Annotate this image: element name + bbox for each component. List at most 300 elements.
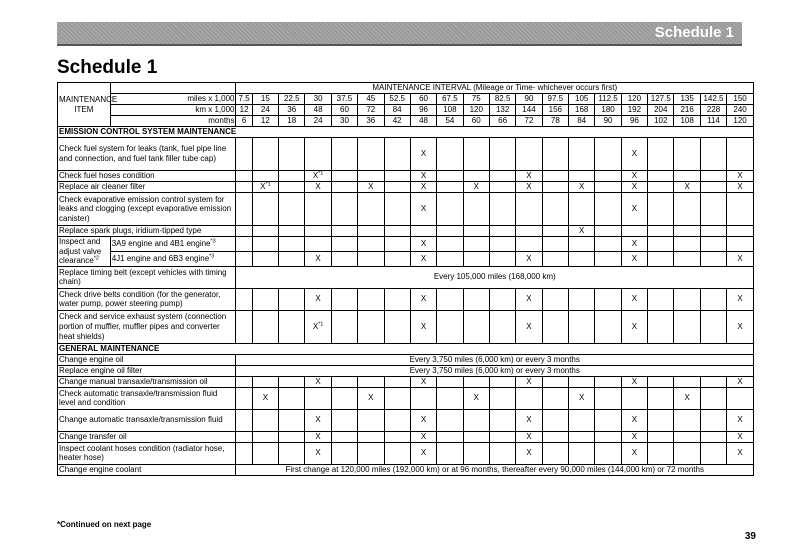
interval-cell (358, 431, 384, 442)
miles-unit-label: miles x 1,000 (110, 94, 236, 105)
interval-cell (674, 409, 700, 431)
service-mark: X (526, 431, 532, 441)
interval-cell (516, 431, 542, 442)
months-unit-label: months (110, 116, 236, 127)
interval-cell (279, 288, 305, 310)
months-value: 42 (384, 116, 410, 127)
interval-cell (279, 237, 305, 252)
interval-cell (384, 409, 410, 431)
interval-cell (252, 226, 278, 237)
interval-cell (236, 376, 252, 387)
interval-cell (700, 387, 726, 409)
interval-cell (516, 182, 542, 193)
interval-cell (437, 442, 463, 464)
maintenance-item-label: Change engine oil (58, 354, 236, 365)
interval-cell (410, 310, 436, 343)
interval-cell (648, 442, 674, 464)
header-row-months (58, 116, 754, 127)
interval-cell (252, 138, 278, 171)
maintenance-item-label: Check automatic transaxle/transmission fluid level and condition (58, 387, 236, 409)
km-value: 48 (305, 105, 331, 116)
interval-cell (252, 251, 278, 266)
interval-cell (331, 387, 357, 409)
interval-cell (463, 251, 489, 266)
service-mark: X (737, 448, 743, 458)
service-mark: X (262, 393, 269, 403)
months-value: 114 (700, 116, 726, 127)
interval-cell (674, 237, 700, 252)
service-mark: X (737, 321, 743, 331)
months-value: 54 (437, 116, 463, 127)
miles-value: 150 (727, 94, 754, 105)
interval-cell (305, 171, 331, 182)
interval-cell (648, 431, 674, 442)
interval-cell (279, 310, 305, 343)
interval-cell (489, 288, 515, 310)
footnote-ref: *1 (265, 181, 271, 188)
service-mark: X (420, 182, 427, 192)
interval-cell (358, 310, 384, 343)
interval-cell (648, 182, 674, 193)
miles-value: 22.5 (279, 94, 305, 105)
interval-cell (358, 138, 384, 171)
interval-cell (236, 387, 252, 409)
maintenance-row (58, 310, 754, 343)
interval-cell (279, 171, 305, 182)
interval-cell (252, 387, 278, 409)
interval-cell (674, 193, 700, 226)
service-mark: X (420, 204, 427, 214)
maintenance-row (58, 138, 754, 171)
service-mark: X (473, 393, 479, 403)
interval-cell (463, 310, 489, 343)
interval-cell (410, 409, 436, 431)
interval-cell (595, 171, 621, 182)
months-value: 66 (489, 116, 515, 127)
interval-cell (700, 193, 726, 226)
interval-cell (595, 442, 621, 464)
interval-cell (595, 251, 621, 266)
interval-cell (463, 409, 489, 431)
interval-cell (700, 226, 726, 237)
interval-cell (384, 226, 410, 237)
km-value: 204 (648, 105, 674, 116)
km-value: 24 (252, 105, 278, 116)
maintenance-item-label: Inspect coolant hoses condition (radiator hose, heater hose) (58, 442, 236, 464)
maintenance-row (58, 442, 754, 464)
maintenance-row (58, 226, 754, 237)
interval-cell (384, 182, 410, 193)
service-mark: X (420, 415, 427, 425)
months-value: 6 (236, 116, 252, 127)
interval-cell (489, 171, 515, 182)
maintenance-item-label: Replace spark plugs, iridium-tipped type (58, 226, 236, 237)
km-value: 168 (569, 105, 595, 116)
interval-cell (305, 442, 331, 464)
service-mark: X (631, 254, 638, 264)
service-mark: X (368, 393, 374, 403)
service-mark: X (631, 294, 638, 304)
interval-cell (542, 237, 568, 252)
page-title: Schedule 1 (57, 57, 158, 78)
interval-cell (542, 226, 568, 237)
interval-cell (648, 138, 674, 171)
interval-cell (305, 387, 331, 409)
service-mark: X (684, 182, 690, 192)
km-value: 192 (621, 105, 647, 116)
interval-cell (569, 387, 595, 409)
km-value: 156 (542, 105, 568, 116)
service-mark: X (526, 448, 532, 458)
interval-cell (410, 193, 436, 226)
km-value: 84 (384, 105, 410, 116)
interval-cell (542, 442, 568, 464)
months-value: 96 (621, 116, 647, 127)
service-mark: X (420, 239, 427, 249)
interval-cell (384, 171, 410, 182)
interval-cell (700, 171, 726, 182)
miles-value: 120 (621, 94, 647, 105)
interval-cell (463, 171, 489, 182)
service-mark: X (315, 415, 321, 425)
interval-cell (542, 409, 568, 431)
interval-cell (700, 310, 726, 343)
interval-cell (621, 442, 647, 464)
interval-cell (236, 193, 252, 226)
maintenance-row (58, 365, 754, 376)
sub-item-label (110, 237, 236, 252)
service-mark: X (315, 431, 321, 441)
interval-cell (331, 182, 357, 193)
interval-cell (595, 226, 621, 237)
interval-cell (569, 442, 595, 464)
months-value: 72 (516, 116, 542, 127)
service-mark: $X^{*1}$ (312, 170, 324, 181)
interval-cell (463, 288, 489, 310)
interval-cell (727, 182, 754, 193)
miles-value: 60 (410, 94, 436, 105)
interval-cell (331, 171, 357, 182)
km-value: 228 (700, 105, 726, 116)
interval-cell (569, 193, 595, 226)
interval-cell (569, 376, 595, 387)
maintenance-item-label: Check fuel system for leaks (tank, fuel pipe line and connection, and fuel tank filler tube cap) (58, 138, 236, 171)
interval-cell (569, 409, 595, 431)
service-mark: X (631, 321, 638, 331)
schedule-banner (57, 22, 742, 46)
interval-cell (700, 409, 726, 431)
service-mark: X (579, 182, 585, 192)
interval-cell (252, 409, 278, 431)
interval-cell (700, 138, 726, 171)
interval-cell (648, 376, 674, 387)
interval-cell (569, 237, 595, 252)
interval-cell (358, 376, 384, 387)
interval-cell (437, 251, 463, 266)
interval-cell (252, 237, 278, 252)
interval-cell (410, 138, 436, 171)
interval-cell (727, 409, 754, 431)
section-heading: GENERAL MAINTENANCE (58, 343, 754, 354)
months-value: 60 (463, 116, 489, 127)
interval-cell (700, 442, 726, 464)
interval-cell (727, 237, 754, 252)
miles-value: 97.5 (542, 94, 568, 105)
interval-cell (569, 138, 595, 171)
service-mark: X (420, 294, 427, 304)
service-mark: X (579, 393, 585, 403)
interval-cell (727, 226, 754, 237)
interval-cell (384, 387, 410, 409)
km-value: 72 (358, 105, 384, 116)
interval-cell (542, 193, 568, 226)
miles-value: 82.5 (489, 94, 515, 105)
service-mark: X (684, 393, 690, 403)
service-mark: X (579, 226, 585, 236)
section-row (58, 343, 754, 354)
km-value: 96 (410, 105, 436, 116)
interval-cell (648, 237, 674, 252)
maintenance-item-label: Check fuel hoses condition (58, 171, 236, 182)
interval-cell (305, 237, 331, 252)
interval-cell (621, 409, 647, 431)
interval-cell (674, 310, 700, 343)
interval-cell (410, 237, 436, 252)
service-mark: X (526, 182, 532, 192)
km-value: 144 (516, 105, 542, 116)
interval-cell (384, 237, 410, 252)
service-mark: X (737, 182, 743, 192)
maintenance-row (58, 266, 754, 288)
interval-cell (437, 237, 463, 252)
months-value: 78 (542, 116, 568, 127)
maintenance-row (58, 376, 754, 387)
interval-cell (674, 431, 700, 442)
interval-text: Every 3,750 miles (6,000 km) or every 3 months (236, 365, 754, 376)
maintenance-item-label: Change transfer oil (58, 431, 236, 442)
interval-cell (489, 409, 515, 431)
group-label (58, 237, 111, 267)
interval-cell (252, 288, 278, 310)
maintenance-row (58, 387, 754, 409)
interval-cell (236, 310, 252, 343)
maintenance-row (58, 193, 754, 226)
interval-cell (305, 226, 331, 237)
interval-cell (279, 193, 305, 226)
interval-cell (331, 409, 357, 431)
service-mark: X (420, 321, 427, 331)
interval-cell (236, 237, 252, 252)
service-mark: X (526, 415, 532, 425)
service-mark: X (631, 448, 638, 458)
interval-cell (489, 442, 515, 464)
interval-cell (384, 193, 410, 226)
interval-cell (331, 442, 357, 464)
service-mark: X (420, 431, 427, 441)
interval-cell (236, 138, 252, 171)
interval-cell (410, 171, 436, 182)
interval-cell (621, 182, 647, 193)
interval-cell (727, 310, 754, 343)
months-value: 84 (569, 116, 595, 127)
miles-value: 30 (305, 94, 331, 105)
service-mark: X (737, 171, 743, 181)
interval-cell (437, 226, 463, 237)
service-mark: X (737, 415, 743, 425)
maintenance-schedule-table (57, 82, 754, 476)
interval-cell (621, 171, 647, 182)
interval-cell (516, 442, 542, 464)
interval-cell (569, 171, 595, 182)
interval-cell (305, 193, 331, 226)
maintenance-item-label: Replace engine oil filter (58, 365, 236, 376)
interval-cell (516, 171, 542, 182)
interval-cell (595, 288, 621, 310)
service-mark: X (631, 376, 638, 386)
interval-cell (279, 251, 305, 266)
months-value: 24 (305, 116, 331, 127)
km-value: 216 (674, 105, 700, 116)
interval-cell (727, 193, 754, 226)
interval-cell (700, 237, 726, 252)
interval-cell (648, 193, 674, 226)
km-value: 180 (595, 105, 621, 116)
interval-cell (437, 288, 463, 310)
interval-cell (437, 171, 463, 182)
miles-value: 7.5 (236, 94, 252, 105)
maintenance-row (58, 237, 754, 252)
interval-cell (463, 376, 489, 387)
miles-value: 112.5 (595, 94, 621, 105)
interval-cell (463, 182, 489, 193)
maintenance-item-label: Check and service exhaust system (connection portion of muffler, muffler pipes and converter heat shields) (58, 310, 236, 343)
interval-cell (279, 376, 305, 387)
service-mark: X (631, 171, 638, 181)
interval-cell (569, 251, 595, 266)
interval-cell (621, 251, 647, 266)
header-blank (110, 83, 236, 94)
maintenance-item-label: Change engine coolant (58, 464, 236, 475)
months-value: 36 (358, 116, 384, 127)
interval-cell (331, 193, 357, 226)
interval-cell (252, 182, 278, 193)
interval-cell (236, 288, 252, 310)
maintenance-row (58, 251, 754, 266)
header-row-miles (58, 94, 754, 105)
interval-cell (358, 387, 384, 409)
interval-cell (279, 409, 305, 431)
interval-cell (236, 442, 252, 464)
interval-cell (595, 431, 621, 442)
interval-cell (279, 431, 305, 442)
service-mark: X (420, 149, 427, 159)
interval-cell (595, 237, 621, 252)
interval-cell (305, 310, 331, 343)
miles-value: 142.5 (700, 94, 726, 105)
months-value: 102 (648, 116, 674, 127)
interval-cell (648, 387, 674, 409)
interval-cell (648, 251, 674, 266)
interval-cell (489, 193, 515, 226)
maintenance-item-label: Check drive belts condition (for the generator, water pump, power steering pump) (58, 288, 236, 310)
interval-cell (727, 171, 754, 182)
interval-cell (331, 431, 357, 442)
interval-cell (437, 387, 463, 409)
maintenance-row (58, 171, 754, 182)
interval-cell (305, 288, 331, 310)
interval-cell (279, 442, 305, 464)
interval-cell (674, 387, 700, 409)
interval-cell (700, 376, 726, 387)
service-mark: X (737, 254, 743, 264)
miles-value: 75 (463, 94, 489, 105)
interval-cell (305, 251, 331, 266)
interval-cell (279, 387, 305, 409)
continued-footnote: *Continued on next page (57, 520, 152, 529)
interval-cell (516, 376, 542, 387)
miles-value: 45 (358, 94, 384, 105)
interval-cell (252, 442, 278, 464)
service-mark: X (631, 149, 638, 159)
interval-cell (621, 193, 647, 226)
km-value: 108 (437, 105, 463, 116)
interval-cell (331, 288, 357, 310)
interval-cell (384, 288, 410, 310)
maintenance-item-label: Change automatic transaxle/transmission fluid (58, 409, 236, 431)
sub-item-text: 4J1 engine and 6B3 engine (111, 254, 210, 264)
section-row (58, 127, 754, 138)
interval-cell (700, 251, 726, 266)
interval-cell (595, 182, 621, 193)
interval-cell (648, 226, 674, 237)
interval-cell (700, 288, 726, 310)
interval-cell (648, 310, 674, 343)
interval-cell (727, 376, 754, 387)
footnote-ref: *3 (209, 253, 215, 260)
interval-cell (621, 138, 647, 171)
interval-cell (700, 431, 726, 442)
months-value: 48 (410, 116, 436, 127)
interval-cell (236, 409, 252, 431)
interval-cell (489, 310, 515, 343)
interval-cell (236, 182, 252, 193)
interval-cell (463, 431, 489, 442)
interval-cell (542, 376, 568, 387)
months-value: 30 (331, 116, 357, 127)
service-mark: X (631, 204, 638, 214)
maintenance-item-header: MAINTENANCE ITEM (58, 83, 111, 127)
months-value: 120 (727, 116, 754, 127)
interval-cell (463, 226, 489, 237)
interval-cell (595, 310, 621, 343)
interval-cell (727, 288, 754, 310)
interval-cell (516, 409, 542, 431)
interval-cell (410, 182, 436, 193)
interval-cell (569, 431, 595, 442)
interval-cell (463, 387, 489, 409)
sub-item-text: 3A9 engine and 4B1 engine (111, 239, 211, 249)
km-value: 240 (727, 105, 754, 116)
maintenance-row (58, 464, 754, 475)
interval-cell (727, 431, 754, 442)
interval-cell (489, 387, 515, 409)
interval-cell (542, 288, 568, 310)
service-mark: X (420, 254, 427, 264)
interval-cell (279, 138, 305, 171)
interval-cell (489, 376, 515, 387)
miles-value: 37.5 (331, 94, 357, 105)
interval-cell (489, 251, 515, 266)
